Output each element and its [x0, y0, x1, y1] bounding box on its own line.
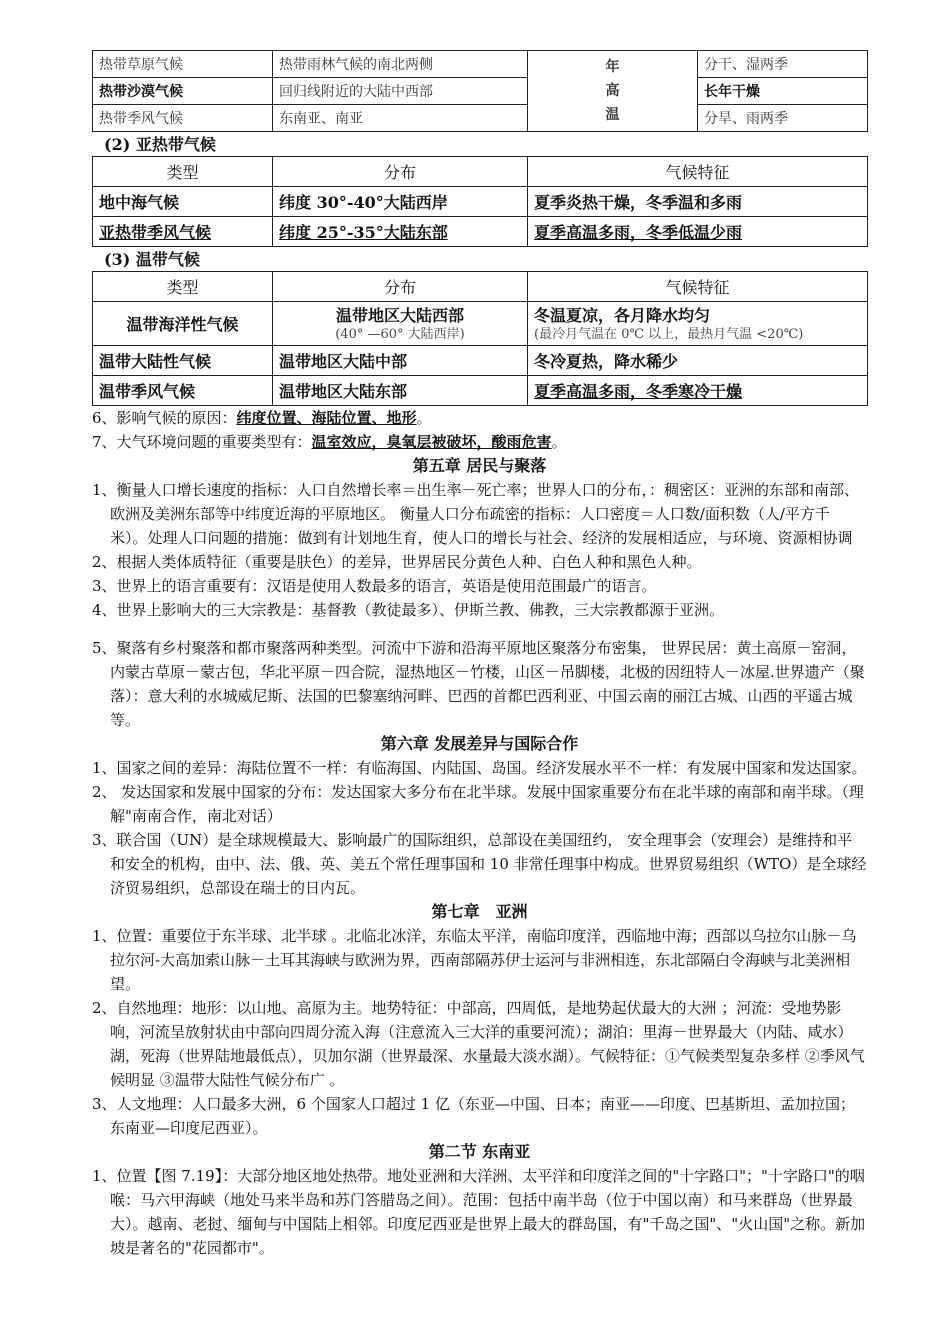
- paragraph: 3、世界上的语言重要有：汉语是使用人数最多的语言，英语是使用范围最广的语言。: [92, 577, 657, 595]
- table-cell: 长年干燥: [698, 78, 868, 105]
- merged-label: 年高温: [605, 59, 620, 123]
- column-header: 分布: [273, 272, 528, 302]
- table-row: [93, 346, 868, 376]
- table-cell: 分干、湿两季: [698, 51, 868, 78]
- column-header: 气候特征: [528, 157, 868, 187]
- document-page: [92, 50, 867, 1260]
- table-cell: 东南亚、南亚: [273, 105, 528, 132]
- cell-main-text: 冬温夏凉，各月降水均匀: [534, 306, 711, 325]
- table-cell: 热带沙漠气候: [93, 78, 273, 105]
- paragraph: 3、联合国（UN）是全球规模最大、影响最广的国际组织，总部设在美国纽约， 安全理事会（安理会）是维持和平和安全的机构，由中、法、俄、英、美五个常任理事国和 10 非常任理事中构成。世界贸易组织（WTO）是全球经济贸易组织，总部设在瑞士的日内瓦。: [92, 831, 867, 897]
- column-header: 气候特征: [528, 272, 868, 302]
- paragraph: 2、根据人类体质特征（重要是肤色）的差异，世界居民分黄色人种、白色人种和黑色人种。: [92, 553, 702, 571]
- table-cell: 夏季炎热干燥，冬季温和多雨: [528, 187, 868, 217]
- paragraph: 2、自然地理：地形：以山地、高原为主。地势特征：中部高，四周低，是地势起伏最大的大洲 ；河流：受地势影响，河流呈放射状由中部向四周分流入海（注意流入三大洋的重要河流）；湖泊：里海－世界最大（内陆、咸水）湖，死海（世界陆地最低点），贝加尔湖（世界最深、水量最大淡水湖）。气候特征：①气候类型复杂多样 ②季风气候明显 ③温带大陆性气候分布广 。: [92, 999, 865, 1089]
- key-text: 温室效应，臭氧层被破坏，酸雨危害: [311, 433, 552, 451]
- table-header-row: [93, 157, 868, 187]
- table-cell: 温带地区大陆中部: [273, 346, 528, 376]
- table-cell: 地中海气候: [93, 187, 273, 217]
- paragraph: 1、位置：重要位于东半球、北半球 。北临北冰洋，东临太平洋，南临印度洋，西临地中海；西部以乌拉尔山脉－乌拉尔河-大高加索山脉－土耳其海峡与欧洲为界，西南部隔苏伊士运河与非洲相连，东北部隔白令海峡与北美洲相望。: [92, 927, 857, 993]
- temperate-climate-table: [92, 271, 868, 406]
- table-cell: [273, 302, 528, 346]
- table-row: [93, 217, 868, 247]
- table-cell: 夏季高温多雨，冬季寒冷干燥: [528, 376, 868, 406]
- paragraph: 1、国家之间的差异：海陆位置不一样：有临海国、内陆国、岛国。经济发展水平不一样：有发展中国家和发达国家。: [92, 759, 867, 777]
- paragraph-7: [92, 430, 867, 454]
- table-cell: 纬度 30°-40°大陆西岸: [273, 187, 528, 217]
- section-heading: (3) 温带气候: [104, 250, 200, 269]
- table-row: [93, 105, 868, 132]
- subtropical-climate-table: [92, 156, 868, 247]
- paragraph: 3、人文地理：人口最多大洲，6 个国家人口超过 1 亿（东亚—中国、日本；南亚——印度、巴基斯坦、孟加拉国；东南亚—印度尼西亚）。: [92, 1095, 855, 1137]
- table-cell: 分旱、雨两季: [698, 105, 868, 132]
- table-row: [93, 51, 868, 78]
- table-row: [93, 187, 868, 217]
- table-cell: 热带雨林气候的南北两侧: [273, 51, 528, 78]
- column-header: 类型: [93, 272, 273, 302]
- table-cell: 纬度 25°-35°大陆东部: [273, 217, 528, 247]
- text-span: 。: [551, 433, 567, 451]
- table-cell: 温带海洋性气候: [93, 302, 273, 346]
- spacer: [92, 622, 867, 636]
- table-header-row: [93, 272, 868, 302]
- key-text: 纬度位置、海陆位置、地形: [236, 409, 417, 427]
- cell-note: (最冷月气温在 0℃ 以上，最热月气温 <20℃): [534, 327, 804, 342]
- table-cell: 夏季高温多雨，冬季低温少雨: [528, 217, 868, 247]
- table-cell: 热带草原气候: [93, 51, 273, 78]
- column-header: 类型: [93, 157, 273, 187]
- paragraph: 1、位置【图 7.19】：大部分地区地处热带。地处亚洲和大洋洲、太平洋和印度洋之间的"十字路口"；"十字路口"的咽喉：马六甲海峡（地处马来半岛和苏门答腊岛之间）。范围：包括中南半岛（位于中国以南）和马来群岛（世界最大）。越南、老挝、缅甸与中国陆上相邻。印度尼西亚是世界上最大的群岛国，有"千岛之国"、"火山国"之称。新加坡是著名的"花园都市"。: [92, 1167, 866, 1257]
- cell-main-text: 温带地区大陆西部: [335, 306, 464, 325]
- section-heading: (2) 亚热带气候: [104, 135, 216, 154]
- section-2-title: 第二节 东南亚: [428, 1142, 531, 1161]
- text-span: 7、大气环境问题的重要类型有：: [92, 433, 312, 451]
- paragraph: 5、聚落有乡村聚落和都市聚落两种类型。河流中下游和沿海平原地区聚落分布密集， 世界民居：黄土高原－窑洞，内蒙古草原－蒙古包，华北平原－四合院，湿热地区－竹楼，山区－吊脚楼，北极的因纽特人－冰屋.世界遗产（聚落）：意大利的水城威尼斯、法国的巴黎塞纳河畔、巴西的首都巴西利亚、中国云南的丽江古城、山西的平遥古城等。: [92, 639, 865, 729]
- table-cell-merged: [528, 51, 698, 132]
- column-header: 分布: [273, 157, 528, 187]
- paragraph: 4、世界上影响大的三大宗教是：基督教（教徒最多）、伊斯兰教、佛教，三大宗教都源于亚洲。: [92, 601, 725, 619]
- table-cell: 冬冷夏热，降水稀少: [528, 346, 868, 376]
- table-row: [93, 302, 868, 346]
- table-cell: 温带季风气候: [93, 376, 273, 406]
- chapter-6-title: 第六章 发展差异与国际合作: [380, 734, 579, 753]
- chapter-5-title: 第五章 居民与聚落: [412, 456, 547, 475]
- table-cell: 回归线附近的大陆中西部: [273, 78, 528, 105]
- cell-note: (40° —60° 大陆西岸): [335, 327, 465, 342]
- table-row: [93, 376, 868, 406]
- chapter-7-title: 第七章 亚洲: [431, 902, 528, 921]
- table-row: [93, 78, 868, 105]
- text-span: 。: [416, 409, 432, 427]
- table-cell: [528, 302, 868, 346]
- table-cell: 温带地区大陆东部: [273, 376, 528, 406]
- paragraph: 2、 发达国家和发展中国家的分布：发达国家大多分布在北半球。发展中国家重要分布在北半球的南部和南半球。（理解"南南合作，南北对话）: [92, 783, 864, 825]
- table-cell: 亚热带季风气候: [93, 217, 273, 247]
- text-span: 6、影响气候的原因：: [92, 409, 237, 427]
- tropical-climate-table: [92, 50, 868, 132]
- paragraph: 1、衡量人口增长速度的指标：人口自然增长率＝出生率－死亡率；世界人口的分布，：稠密区：亚洲的东部和南部、欧洲及美洲东部等中纬度近海的平原地区。 衡量人口分布疏密的指标：人口密度＝人口数/面积数（人/平方千米）。处理人口问题的措施：做到有计划地生育，使人口的增长与社会、经济的发展相适应，与环境、资源相协调: [92, 481, 860, 547]
- table-cell: 热带季风气候: [93, 105, 273, 132]
- paragraph-6: [92, 406, 867, 430]
- table-cell: 温带大陆性气候: [93, 346, 273, 376]
